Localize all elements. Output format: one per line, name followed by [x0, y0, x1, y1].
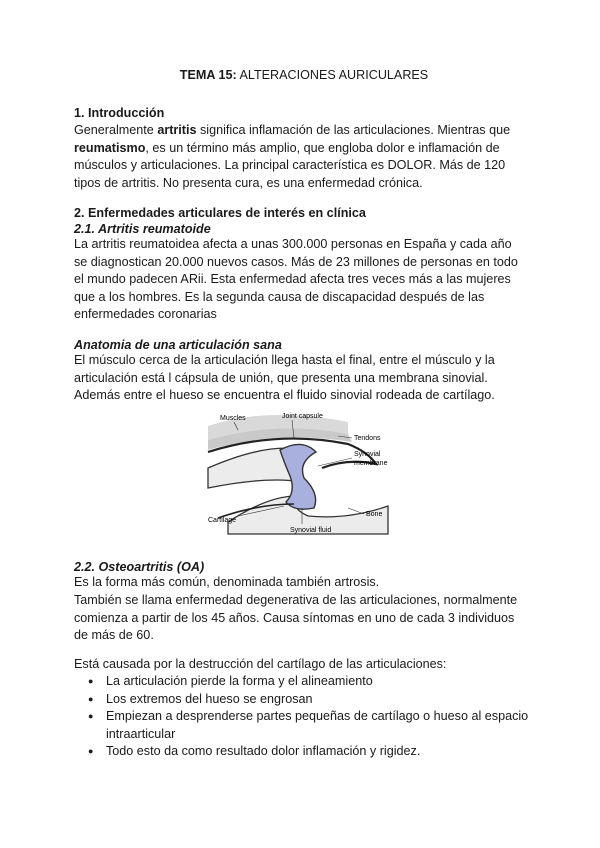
intro-bold-reumatismo: reumatismo [74, 140, 146, 155]
subsection-2-1-paragraph: La artritis reumatoidea afecta a unas 300.000 personas en España y cada año se diagnostican 20.000 nuevos casos. Más de 23 millones de personas en todo el mundo padecen ARii. Esta enfermedad afecta tres veces más a las mujeres que a los hombres. Es la segunda causa de discapacidad después de las enfermedades coronarias [74, 237, 518, 322]
subsection-2-1-heading: 2.1. Artritis reumatoide [74, 222, 211, 236]
list-item: ● La articulación pierde la forma y el alineamiento [74, 673, 534, 691]
label-joint-capsule: Joint capsule [282, 413, 323, 420]
list-item: ● Empiezan a desprenderse partes pequeñas de cartílago o hueso al espacio intraarticular [74, 708, 534, 743]
oa-bullet-list [74, 673, 534, 761]
pointer-bone [348, 508, 364, 514]
joint-anatomy-figure [198, 408, 410, 540]
oa-paragraph-3: Está causada por la destrucción del cartílago de las articulaciones: [74, 657, 447, 671]
section-2-heading: 2. Enfermedades articulares de interés en clínica [74, 206, 366, 220]
label-cartilage: Cartilage [208, 517, 237, 524]
label-muscles: Muscles [220, 415, 246, 422]
label-membrane: membrane [354, 460, 388, 467]
subsection-2-2-heading: 2.2. Osteoartritis (OA) [74, 560, 205, 574]
intro-text-3: , es un término más amplio, que engloba dolor e inflamación de músculos y articulaciones. La principal característica es DOLOR. Más de 120 tipos de artritis. No presenta cura, es una enfermedad crónica. [74, 140, 506, 190]
label-tendons: Tendons [354, 435, 381, 442]
intro-text-2: significa inflamación de las articulaciones. Mientras que [196, 123, 511, 137]
title-rest: ALTERACIONES AURICULARES [236, 68, 429, 82]
section-1-heading: 1. Introducción [74, 106, 165, 120]
intro-text-1: Generalmente [74, 123, 158, 137]
label-synovial-fluid: Synovial fluid [290, 527, 332, 534]
intro-bold-artritis: artritis [157, 123, 197, 137]
list-item: ● Los extremos del hueso se engrosan [74, 691, 534, 709]
oa-paragraph-1: Es la forma más común, denominada también artrosis. [74, 575, 380, 589]
anatomy-heading: Anatomia de una articulación sana [74, 338, 282, 352]
label-synovial: Synovial [354, 451, 381, 458]
anatomy-paragraph: El músculo cerca de la articulación llega hasta el final, entre el músculo y la articulación está l cápsula de unión, que presenta una membrana sinovial. Además entre el hueso se encuentra el fluido sinovial rodeada de cartílago. [74, 353, 495, 403]
label-bone: Bone [366, 511, 383, 518]
title-bold: TEMA 15: [179, 68, 237, 82]
page-title [74, 68, 534, 82]
section-1-paragraph [74, 122, 526, 192]
oa-paragraph-2: También se llama enfermedad degenerativa de las articulaciones, normalmente comienza a partir de los 45 años. Causa síntomas en uno de cada 3 individuos de más de 60. [74, 593, 518, 643]
list-item: ● Todo esto da como resultado dolor inflamación y rigidez. [74, 743, 534, 761]
